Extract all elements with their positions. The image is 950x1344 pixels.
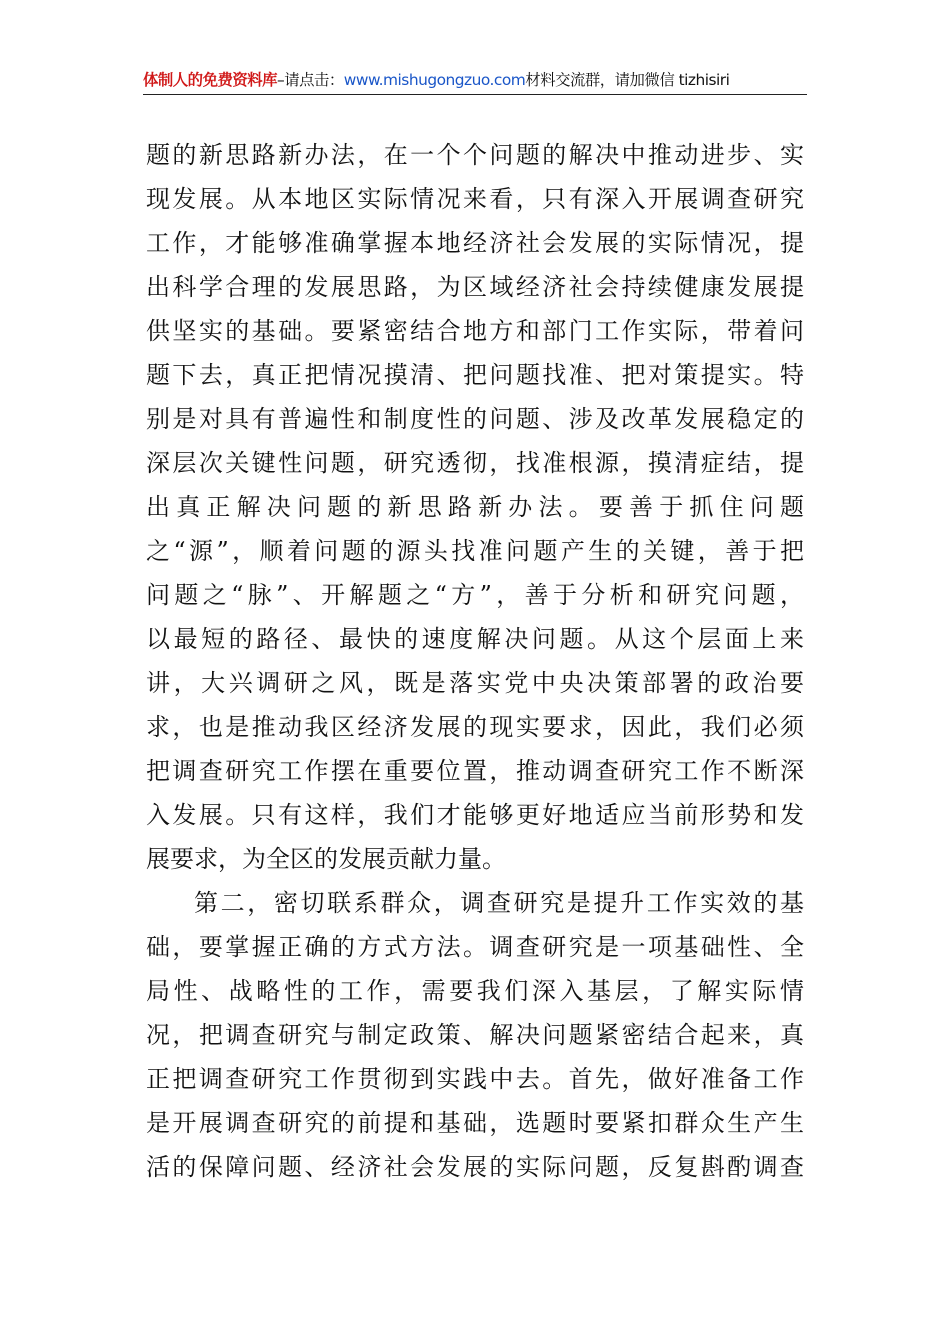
text-line: 入发展。只有这样，我们才能够更好地适应当前形势和发 [146, 801, 804, 829]
text-line: 题下去，真正把情况摸清、把问题找准、把对策提实。特 [146, 361, 804, 389]
header-contact: 材料交流群，请加微信 tizhisiri [525, 71, 730, 89]
text-line: 正把调查研究工作贯彻到实践中去。首先，做好准备工作 [146, 1065, 804, 1093]
text-line: 以最短的路径、最快的速度解决问题。从这个层面上来 [146, 625, 804, 653]
text-line: 况，把调查研究与制定政策、解决问题紧密结合起来，真 [146, 1021, 804, 1049]
text-line: 局性、战略性的工作，需要我们深入基层，了解实际情 [146, 977, 804, 1005]
header-url-link[interactable]: www.mishugongzuo.com [343, 71, 526, 89]
text-line: 是开展调查研究的前提和基础，选题时要紧扣群众生产生 [146, 1109, 804, 1137]
text-line: 深层次关键性问题，研究透彻，找准根源，摸清症结，提 [146, 449, 804, 477]
text-line: 把调查研究工作摆在重要位置，推动调查研究工作不断深 [146, 757, 804, 785]
text-line: 础，要掌握正确的方式方法。调查研究是一项基础性、全 [146, 933, 804, 961]
text-line: 问题之“脉”、开解题之“方”，善于分析和研究问题， [146, 581, 804, 609]
text-line: 出真正解决问题的新思路新办法。要善于抓住问题 [146, 493, 804, 521]
text-line: 现发展。从本地区实际情况来看，只有深入开展调查研究 [146, 185, 804, 213]
header-prompt: –请点击： [277, 71, 344, 89]
page-header [143, 66, 807, 95]
text-line: 题的新思路新办法，在一个个问题的解决中推动进步、实 [146, 141, 804, 169]
text-line: 出科学合理的发展思路，为区域经济社会持续健康发展提 [146, 273, 804, 301]
header-brand: 体制人的免费资料库 [143, 71, 278, 89]
text-line: 讲，大兴调研之风，既是落实党中央决策部署的政治要 [146, 669, 804, 697]
paragraph-end-line: 展要求，为全区的发展贡献力量。 [146, 845, 506, 873]
text-line: 别是对具有普遍性和制度性的问题、涉及改革发展稳定的 [146, 405, 804, 433]
text-line: 之“源”，顺着问题的源头找准问题产生的关键，善于把 [146, 537, 804, 565]
document-body [146, 133, 804, 1189]
text-line: 求，也是推动我区经济发展的现实要求，因此，我们必须 [146, 713, 804, 741]
text-line: 活的保障问题、经济社会发展的实际问题，反复斟酌调查 [146, 1153, 804, 1181]
paragraph-start-line: 第二，密切联系群众，调查研究是提升工作实效的基 [194, 889, 804, 917]
text-line: 工作，才能够准确掌握本地经济社会发展的实际情况，提 [146, 229, 804, 257]
text-line: 供坚实的基础。要紧密结合地方和部门工作实际，带着问 [146, 317, 804, 345]
